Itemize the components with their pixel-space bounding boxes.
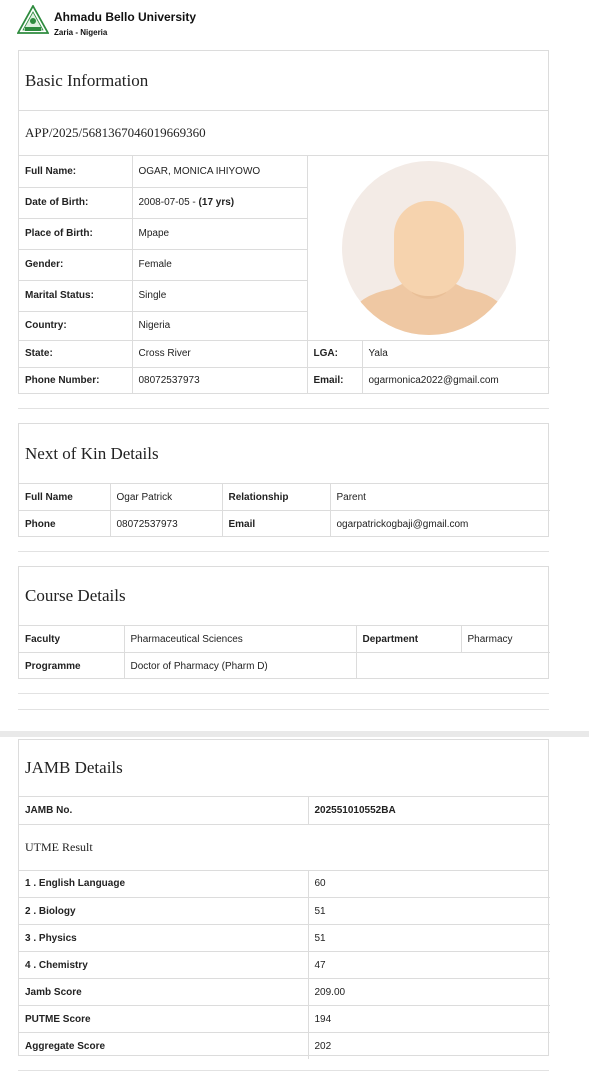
subject-label: 3 . Physics [19, 925, 308, 952]
faculty-label: Faculty [19, 626, 124, 653]
putme-score-label: PUTME Score [19, 1006, 308, 1033]
jamb-number-table [19, 797, 550, 825]
pob-label: Place of Birth: [19, 218, 132, 249]
application-number: APP/2025/5681367046019669360 [19, 111, 548, 156]
dob-value [132, 187, 307, 218]
subject-label: 2 . Biology [19, 898, 308, 925]
phone-value: 08072537973 [132, 367, 307, 394]
kin-phone-label: Phone [19, 511, 110, 538]
section-divider [18, 693, 549, 694]
state-value: Cross River [132, 340, 307, 367]
state-label: State: [19, 340, 132, 367]
pob-value: Mpape [132, 218, 307, 249]
country-label: Country: [19, 311, 132, 340]
email-value: ogarmonica2022@gmail.com [362, 367, 550, 394]
gender-label: Gender: [19, 249, 132, 280]
subject-score: 51 [308, 925, 550, 952]
abu-crest-logo [17, 5, 49, 35]
jamb-details-title: JAMB Details [19, 740, 548, 797]
kin-email-value: ogarpatrickogbaji@gmail.com [330, 511, 550, 538]
utme-result-table [19, 871, 550, 1060]
jamb-details-card [18, 739, 549, 1056]
department-value: Pharmacy [461, 626, 550, 653]
lga-value: Yala [362, 340, 550, 367]
page-header [17, 5, 417, 39]
faculty-value: Pharmaceutical Sciences [124, 626, 356, 653]
programme-value: Doctor of Pharmacy (Pharm D) [124, 653, 356, 680]
next-of-kin-title: Next of Kin Details [19, 424, 548, 484]
section-divider [18, 709, 549, 710]
university-location: Zaria - Nigeria [54, 28, 108, 37]
basic-information-table [19, 156, 550, 394]
basic-information-title: Basic Information [19, 51, 548, 111]
utme-result-heading: UTME Result [19, 825, 548, 871]
kin-phone-value: 08072537973 [110, 511, 222, 538]
subject-label: 1 . English Language [19, 871, 308, 898]
country-value: Nigeria [132, 311, 307, 340]
kin-relationship-value: Parent [330, 484, 550, 511]
jamb-number-label: JAMB No. [19, 797, 308, 824]
subject-score: 47 [308, 952, 550, 979]
avatar-placeholder-icon [342, 161, 516, 335]
subject-label: 4 . Chemistry [19, 952, 308, 979]
next-of-kin-table [19, 484, 550, 537]
dob-age: (17 yrs) [198, 197, 235, 208]
email-label: Email: [307, 367, 362, 394]
course-details-table [19, 626, 550, 679]
aggregate-score-value: 202 [308, 1033, 550, 1060]
empty-cell [356, 653, 550, 680]
next-of-kin-card [18, 423, 549, 537]
marital-value: Single [132, 280, 307, 311]
full-name-value: OGAR, MONICA IHIYOWO [132, 156, 307, 187]
phone-label: Phone Number: [19, 367, 132, 394]
gender-value: Female [132, 249, 307, 280]
subject-score: 51 [308, 898, 550, 925]
department-label: Department [356, 626, 461, 653]
kin-email-label: Email [222, 511, 330, 538]
photo-cell [307, 156, 550, 340]
basic-information-card [18, 50, 549, 394]
aggregate-score-label: Aggregate Score [19, 1033, 308, 1060]
full-name-label: Full Name: [19, 156, 132, 187]
course-details-title: Course Details [19, 567, 548, 626]
kin-name-value: Ogar Patrick [110, 484, 222, 511]
kin-name-label: Full Name [19, 484, 110, 511]
subject-score: 60 [308, 871, 550, 898]
marital-label: Marital Status: [19, 280, 132, 311]
jamb-score-value: 209.00 [308, 979, 550, 1006]
putme-score-value: 194 [308, 1006, 550, 1033]
section-divider [18, 551, 549, 552]
section-divider [18, 408, 549, 409]
page-break-band [0, 731, 589, 737]
course-details-card [18, 566, 549, 679]
lga-label: LGA: [307, 340, 362, 367]
kin-relationship-label: Relationship [222, 484, 330, 511]
programme-label: Programme [19, 653, 124, 680]
university-name: Ahmadu Bello University [54, 10, 197, 24]
dob-label: Date of Birth: [19, 187, 132, 218]
section-divider [18, 1070, 549, 1071]
dob-date: 2008-07-05 - [138, 197, 199, 208]
jamb-number-value: 202551010552BA [308, 797, 550, 824]
jamb-score-label: Jamb Score [19, 979, 308, 1006]
